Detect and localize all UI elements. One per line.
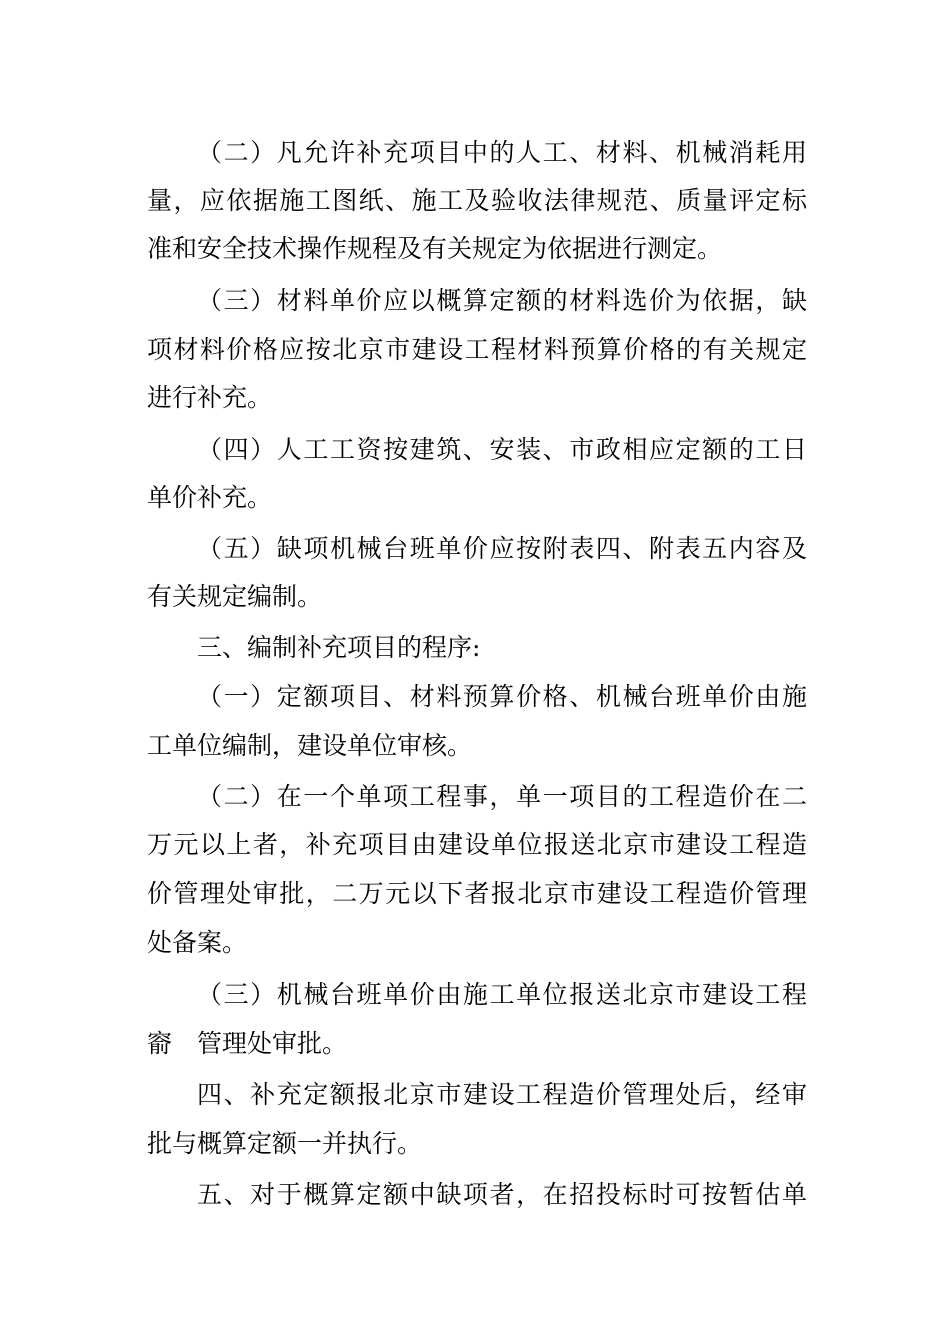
paragraph-line: （二）凡允许补充项目中的人工、材料、机械消耗用 (197, 138, 807, 167)
section-heading: 三、编制补充项目的程序: (197, 633, 481, 662)
paragraph-line: 进行补充。 (147, 383, 273, 412)
paragraph-line: （二）在一个单项工程事，单一项目的工程造价在二 (197, 782, 807, 811)
paragraph-line: （三）材料单价应以概算定额的材料选价为依据，缺 (197, 286, 807, 315)
paragraph-line: （三）机械台班单价由施工单位报送北京市建设工程 (197, 980, 807, 1009)
paragraph-line: 单价补充。 (147, 483, 273, 512)
paragraph-line: 工单位编制，建设单位审核。 (147, 731, 473, 760)
paragraph-line: （一）定额项目、材料预算价格、机械台班单价由施 (197, 682, 807, 711)
paragraph-line: （四）人工工资按建筑、安装、市政相应定额的工日 (197, 435, 807, 464)
paragraph-line: 准和安全技术操作规程及有关规定为依据进行测定。 (147, 234, 723, 263)
paragraph-line: （五）缺项机械台班单价应按附表四、附表五内容及 (197, 534, 807, 563)
paragraph-line: 处备案。 (147, 928, 248, 957)
paragraph-line: 量，应依据施工图纸、施工及验收法律规范、质量评定标 (147, 186, 807, 215)
paragraph-line: 价管理处审批，二万元以下者报北京市建设工程造价管理 (147, 879, 807, 908)
paragraph-line: 项材料价格应按北京市建设工程材料预算价格的有关规定 (147, 335, 807, 364)
paragraph-line: 有关规定编制。 (147, 582, 323, 611)
paragraph-line: 批与概算定额一并执行。 (147, 1129, 423, 1158)
section-heading: 四、补充定额报北京市建设工程造价管理处后，经审 (197, 1080, 807, 1109)
paragraph-line: 万元以上者，补充项目由建设单位报送北京市建设工程造 (147, 830, 807, 859)
section-heading: 五、对于概算定额中缺项者，在招投标时可按暂估单 (197, 1180, 807, 1209)
paragraph-line: 窬 管理处审批。 (147, 1029, 348, 1058)
